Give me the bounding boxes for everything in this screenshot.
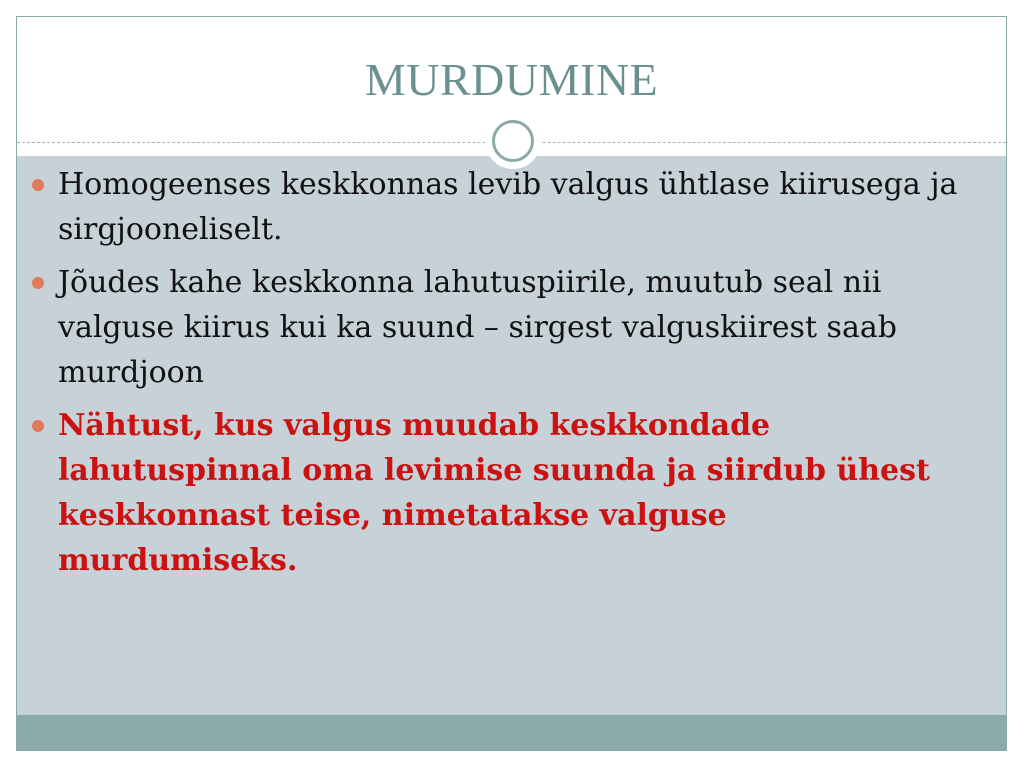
bullet-marker-icon [32, 277, 44, 289]
bullet-item [28, 162, 968, 252]
bullet-marker-icon [32, 179, 44, 191]
bullet-text: Homogeenses keskkonnas levib valgus ühtlase kiirusega ja sirgjooneliselt. [58, 167, 958, 247]
footer-band [17, 715, 1006, 750]
ring-icon [492, 120, 534, 162]
bullet-text: Jõudes kahe keskkonna lahutuspiirile, muutub seal nii valguse kiirus kui ka suund – sirgest valguskiirest saab murdjoon [58, 265, 897, 390]
circle-ornament-icon [485, 113, 541, 169]
bullet-item-emphasized [28, 403, 968, 583]
bullet-list [28, 162, 968, 591]
bullet-marker-icon [32, 420, 44, 432]
bullet-text: Nähtust, kus valgus muudab keskkondade lahutuspinnal oma levimise suunda ja siirdub ühest keskkonnast teise, nimetatakse valguse murdumiseks. [58, 408, 930, 578]
bullet-item [28, 260, 968, 395]
slide-title: MURDUMINE [364, 54, 659, 105]
